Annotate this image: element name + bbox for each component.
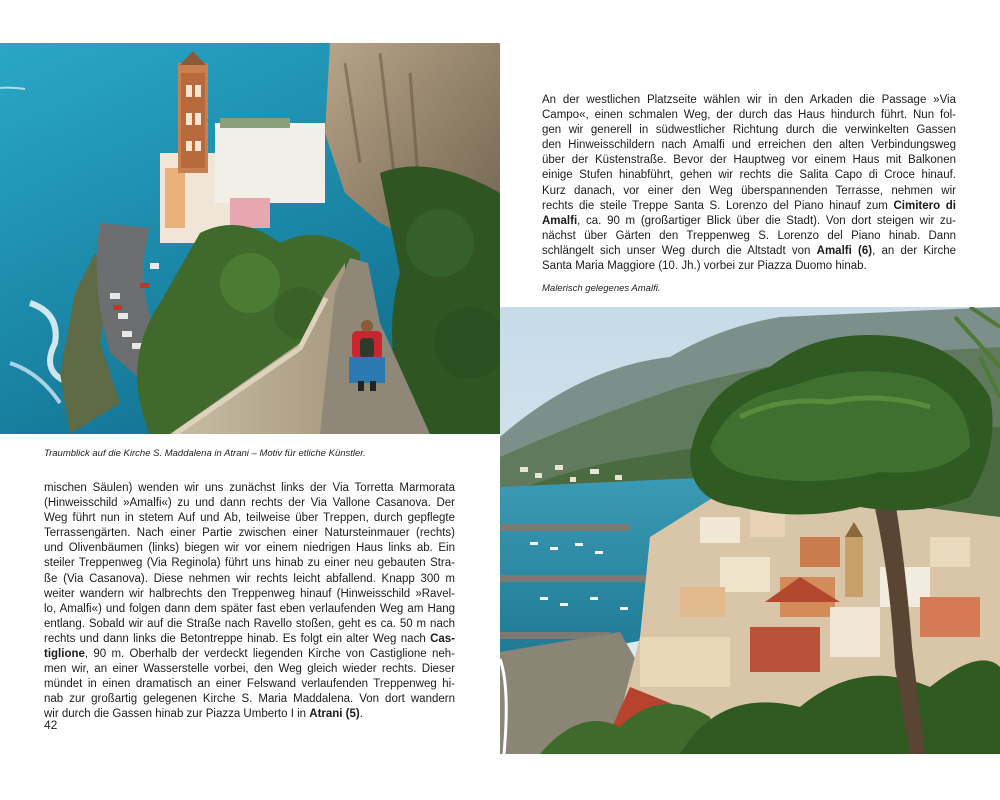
text-segment: Kurz danach, vor einer den Weg überspannenden Terrasse, nehmen wir <box>542 184 956 197</box>
amalfi-photo <box>500 307 1000 754</box>
text-segment: den Hinweisschildern nach Amalfi und erreichen den alten Verbindungsweg <box>542 139 956 152</box>
text-segment: steiler Treppenweg (Via Reginola) führt uns hinab zu einer neu gebauten Stra- <box>44 557 455 570</box>
text-segment: Terrassengärten. Nach einer Partie zwischen einer Natursteinmauer (rechts) <box>44 527 455 540</box>
text-line <box>44 662 455 677</box>
text-segment: ße (Via Casanova). Diese nehmen wir rechts leicht abfallend. Knapp 300 m <box>44 572 455 585</box>
text-line <box>542 259 956 274</box>
text-line <box>44 526 455 541</box>
text-line <box>44 677 455 692</box>
bold-place-name: Cimitero di <box>893 199 956 212</box>
text-segment: rechts die steile Treppe Santa S. Lorenzo del Piano hinauf zum <box>542 199 894 212</box>
bold-place-name: tiglione <box>44 648 85 661</box>
text-segment: weiter wandern wir halbrechts den Treppenweg hinauf (Hinweisschild »Ravel- <box>44 587 455 600</box>
text-line <box>44 602 455 617</box>
text-line <box>44 556 455 571</box>
text-line <box>542 184 956 199</box>
bold-place-name: Amalfi <box>542 214 578 227</box>
amalfi-town-photo-icon <box>500 307 1000 754</box>
text-segment: einige Stufen hinabführt, gehen wir rechts die Salita Capo di Croce hinauf. <box>542 169 956 182</box>
text-segment: , 90 m. Oberhalb der verdeckt liegenden Kirche von Castiglione neh- <box>84 648 455 661</box>
text-line <box>44 587 455 602</box>
text-line <box>542 199 956 214</box>
atrani-coast-photo-icon <box>0 43 500 434</box>
text-line <box>542 244 956 259</box>
text-segment: , an der Kirche <box>872 244 956 257</box>
text-segment: An der westlichen Platzseite wählen wir in den Arkaden die Passage »Via <box>542 94 956 106</box>
text-segment: Campo«, einen schmalen Weg, der durch das Haus hindurch führt. Nun fol- <box>542 109 956 122</box>
text-line <box>44 617 455 632</box>
text-line <box>44 692 455 707</box>
text-segment: und Olivenbäumen (links) biegen wir vor einem niedrigen Haus links ab. Ein <box>44 542 455 555</box>
text-segment: wir durch die Gassen hinab zur Piazza Umberto I in <box>44 708 310 721</box>
text-line <box>44 481 455 496</box>
text-line <box>44 511 455 526</box>
left-body-text <box>44 481 455 723</box>
bold-place-name: Atrani (5) <box>309 708 360 721</box>
text-line <box>542 123 956 138</box>
text-segment: . <box>359 708 363 721</box>
bold-place-name: Amalfi (6) <box>816 244 873 257</box>
text-segment: rechts und dann links die Betontreppe hinab. Es folgt ein alter Weg nach <box>44 632 431 645</box>
text-segment: men wir, an einer Wasserstelle vorbei, den Weg gleich wieder rechts. Dieser <box>44 663 455 676</box>
bold-place-name: Cas- <box>430 632 455 645</box>
text-line <box>542 214 956 229</box>
page-number: 42 <box>44 718 58 732</box>
text-segment: mündet in einen dramatisch an einer Felswand verlaufenden Treppenweg hi- <box>44 678 455 691</box>
text-segment: gen wir generell in südwestlicher Richtung durch die verwinkelten Gassen <box>542 124 956 137</box>
text-line <box>44 572 455 587</box>
text-segment: Santa Maria Maggiore (10. Jh.) vorbei zur Piazza Duomo hinab. <box>542 260 867 273</box>
right-body-text <box>542 93 956 274</box>
text-line <box>44 496 455 511</box>
text-segment: mischen Säulen) wenden wir uns zunächst links der Via Torretta Marmorata <box>44 482 455 494</box>
text-line <box>542 168 956 183</box>
text-segment: , ca. 90 m (großartiger Blick über die Stadt). Von dort steigen wir zu- <box>577 214 956 227</box>
text-segment: schlängelt sich unser Weg durch die Altstadt von <box>542 244 817 257</box>
text-line <box>44 707 455 722</box>
text-line <box>542 138 956 153</box>
text-segment: über der Küstenstraße. Bevor der Hauptweg vor einem Haus mit Balkonen <box>542 154 956 167</box>
text-line <box>44 541 455 556</box>
text-segment: nab zur großartig gelegenen Kirche S. Maria Maddalena. Von dort wandern <box>44 693 455 706</box>
caption-amalfi: Malerisch gelegenes Amalfi. <box>542 283 661 294</box>
text-segment: nächst über Gärten den Treppenweg S. Lorenzo del Piano hinab. Dann <box>542 229 956 242</box>
text-line <box>542 229 956 244</box>
text-segment: Weg führt nun in stetem Auf und Ab, teilweise über Treppen, durch gepflegte <box>44 512 455 525</box>
text-line <box>44 632 455 647</box>
text-line <box>542 93 956 108</box>
text-line <box>542 153 956 168</box>
atrani-photo <box>0 43 500 434</box>
text-segment: lo, Amalfi«) und folgen dann dem später fast eben verlaufenden Weg am Hang <box>44 602 455 615</box>
caption-atrani: Traumblick auf die Kirche S. Maddalena in Atrani – Motiv für etliche Künstler. <box>44 448 366 459</box>
text-segment: (Hinweisschild »Amalfi«) zu und dann rechts der Via Vallone Casanova. Der <box>44 497 455 510</box>
text-line <box>44 647 455 662</box>
text-line <box>542 108 956 123</box>
text-segment: entlang. Sobald wir auf die Straße nach Ravello stoßen, geht es ca. 50 m nach <box>44 617 455 630</box>
